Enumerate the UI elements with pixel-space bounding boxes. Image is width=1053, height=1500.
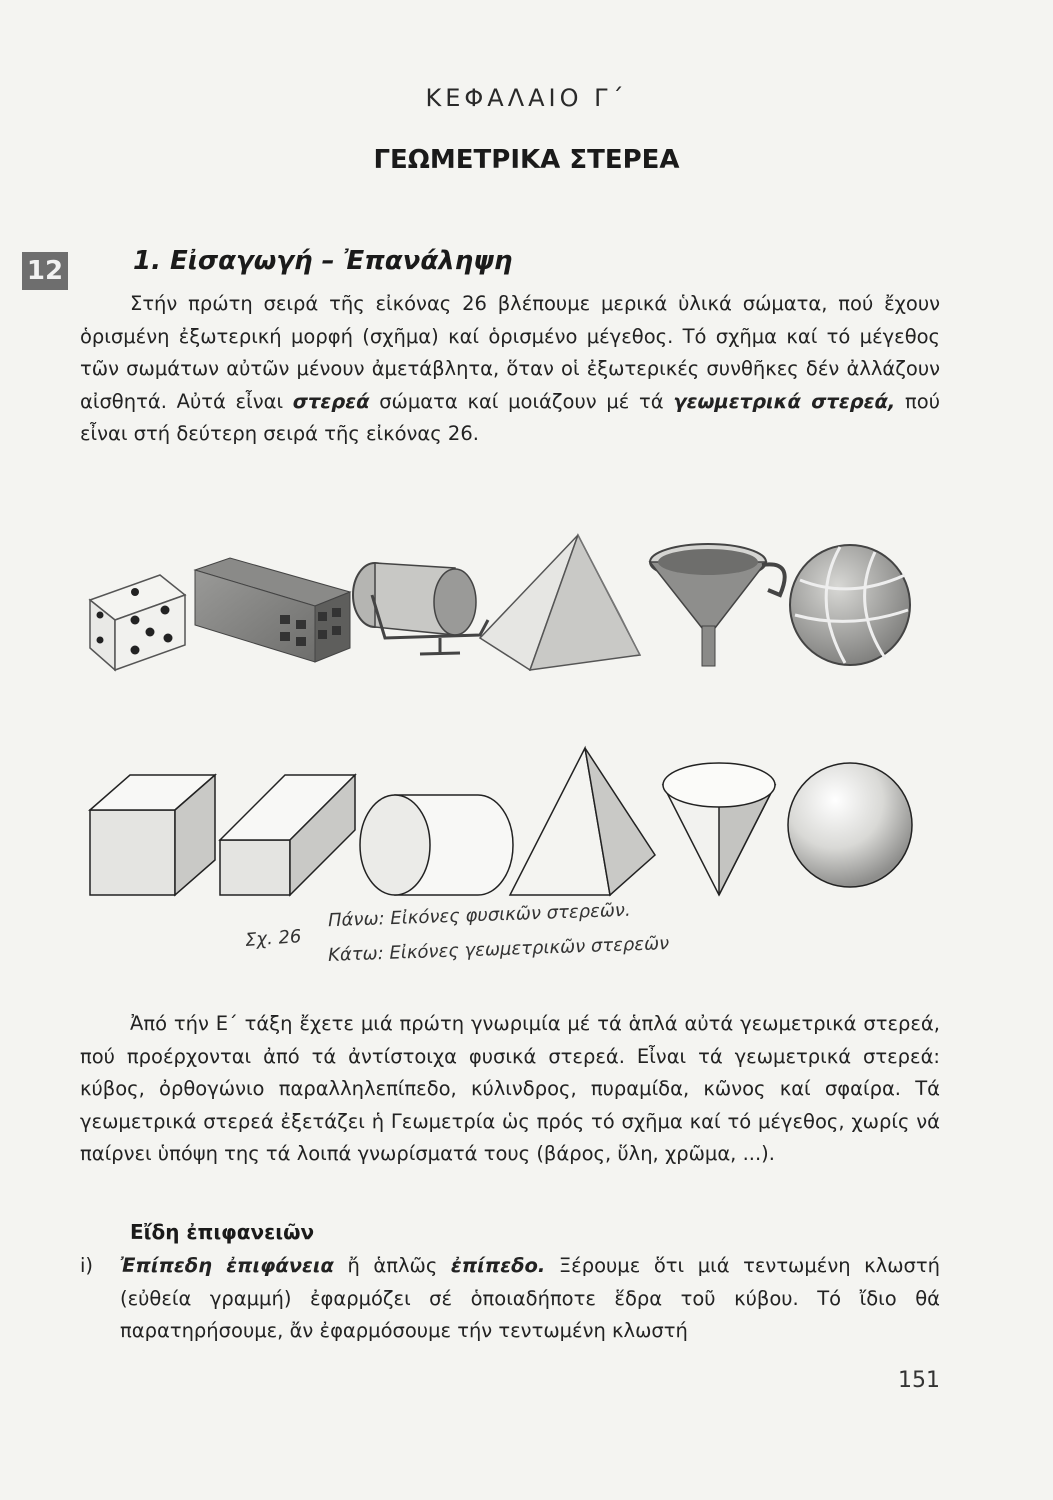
intro-text-1: Στήν πρώτη σειρά τῆς εἰκόνας 26 βλέπουμε μερικά ὑλικά σώματα, πού ἔχουν ὁρισμένη ἐξωτερική μορφή (σχῆμα) καί ὁρισμένο μέγεθος. Τό σχῆμα καί τό μέγεθος τῶν σωμάτων αὐτῶν μένουν ἀμετάβλητα, ὅταν οἱ ἐξωτερικές συνθῆκες δέν ἀλλάζουν αἰσθητά. Αὐτά εἶναι xyxy=(80,292,940,413)
rectangular-prism-solid xyxy=(220,775,355,895)
figure-label: Σχ. 26 xyxy=(244,926,303,951)
geometry-paragraph-text: Ἀπό τήν Ε΄ τάξη ἔχετε μιά πρώτη γνωριμία μέ τά ἁπλά αὐτά γεωμετρικά στερεά, πού προέρχονται ἀπό τά ἀντίστοιχα φυσικά στερεά. Εἶναι τά γεωμετρικά στερεά: κύβος, ὀρθογώνιο παραλληλεπίπεδο, κύλινδρος, πυραμίδα, κῶνος καί σφαίρα. Τά γεωμετρικά στερεά ἐξετάζει ἡ Γεωμετρία ὡς πρός τό σχῆμα καί τό μέγεθος, χωρίς νά παίρνει ὑπόψη της τά λοιπά γνωρίσματά τους (βάρος, ὕλη, χρῶμα, ...). xyxy=(80,1012,940,1166)
figure-caption-bottom: Κάτω: Εἰκόνες γεωμετρικῶν στερεῶν xyxy=(327,933,670,966)
surface-item-plane xyxy=(80,1250,940,1348)
intro-emphasis-geometric: γεωμετρικά στερεά, xyxy=(673,389,896,413)
brick-icon xyxy=(195,558,350,662)
surfaces-heading: Εἴδη ἐπιφανειῶν xyxy=(130,1220,315,1244)
volleyball-icon xyxy=(790,545,910,665)
figure-caption-top: Πάνω: Εἰκόνες φυσικῶν στερεῶν. xyxy=(327,899,631,932)
pyramid-icon xyxy=(480,535,640,670)
list-marker: i) xyxy=(80,1254,94,1277)
lesson-number-badge: 12 xyxy=(22,252,68,290)
funnel-icon xyxy=(650,544,785,666)
item-text-1: ἤ ἁπλῶς xyxy=(333,1254,451,1277)
chapter-label: ΚΕΦΑΛΑΙΟ Γ΄ xyxy=(425,84,628,112)
intro-text-3: πού εἶναι στή δεύτερη σειρά τῆς εἰκόνας 26. xyxy=(80,389,940,446)
figure-26 xyxy=(0,520,1053,900)
item-emphasis-plane-surface: Ἐπίπεδη ἐπιφάνεια xyxy=(120,1254,334,1277)
pyramid-solid xyxy=(510,748,655,895)
item-emphasis-plane: ἐπίπεδο. xyxy=(450,1254,546,1277)
cylinder-solid xyxy=(360,795,513,895)
intro-paragraph xyxy=(80,288,940,451)
cone-solid xyxy=(663,763,775,895)
cube-solid xyxy=(90,775,215,895)
item-text-2: Ξέρουμε ὅτι μιά τεντωμένη κλωστή (εὐθεία γραμμή) ἐφαρμόζει σέ ὁποιαδήποτε ἕδρα τοῦ κύβου. Τό ἴδιο θά παρατηρήσουμε, ἄν ἐφαρμόσουμε τήν τεντωμένη κλωστή xyxy=(120,1254,940,1343)
sphere-solid xyxy=(788,763,912,887)
dice-icon xyxy=(90,575,185,670)
page-number: 151 xyxy=(898,1368,940,1393)
intro-text-2: σώματα καί μοιάζουν μέ τά xyxy=(369,389,674,413)
section-heading: 1. Εἰσαγωγή – Ἐπανάληψη xyxy=(133,246,513,276)
intro-emphasis-solid: στερεά xyxy=(292,389,370,413)
page-title: ΓΕΩΜΕΤΡΙΚΑ ΣΤΕΡΕΑ xyxy=(373,145,680,175)
geometry-paragraph xyxy=(80,1008,940,1171)
paint-roller-icon xyxy=(353,563,488,654)
